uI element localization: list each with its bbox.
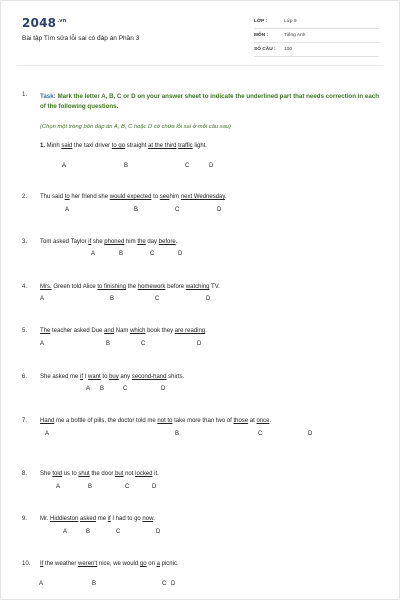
underlined-part: those	[233, 418, 249, 424]
sentence-text: Tom asked Taylor	[40, 239, 89, 245]
sentence-text: before	[165, 284, 186, 290]
sentence-text: I had to go	[110, 516, 143, 522]
sentence-text: Green told Alice	[51, 284, 98, 290]
sentence-text: She asked me	[40, 374, 81, 380]
meta-key: LỚP :	[254, 19, 268, 24]
option-d: D	[161, 386, 166, 392]
option-a: A	[65, 207, 70, 213]
meta-value: Lớp 9	[284, 19, 297, 24]
task-number: 1.	[22, 92, 28, 98]
underlined-part: Hiddleston	[50, 516, 79, 522]
meta-key: MÔN :	[254, 33, 269, 38]
sentence-text: she	[91, 239, 105, 245]
option-c: C	[162, 581, 167, 587]
question-number: 6.	[22, 374, 28, 380]
question-sentence	[40, 561, 179, 567]
sentence-text: teacher asked Due	[50, 328, 105, 334]
sentence-text: I	[83, 374, 89, 380]
option-c: C	[123, 386, 128, 392]
option-d: D	[206, 296, 211, 302]
sentence-text: to	[151, 194, 160, 200]
sentence-text: at	[248, 418, 257, 424]
question-number: 7.	[22, 418, 28, 424]
sentence-text: Nam	[114, 328, 131, 334]
underlined-part: weren't	[78, 561, 98, 567]
sentence-text: on	[146, 561, 157, 567]
sentence-text: .	[175, 239, 178, 245]
sentence-text: take more than two of	[172, 418, 234, 424]
sentence-text: nice, we would	[97, 561, 140, 567]
underlined-part: shut	[78, 471, 90, 477]
option-a: A	[86, 386, 91, 392]
sentence-text: picnic.	[159, 561, 179, 567]
task-instruction	[40, 92, 382, 112]
sentence-text: book they	[145, 328, 175, 334]
underlined-part: once	[256, 418, 270, 424]
option-a: A	[40, 341, 45, 347]
underlined-part: are reading	[174, 328, 206, 334]
question-sentence	[40, 328, 207, 334]
option-b: B	[88, 484, 93, 490]
question-number: 9.	[22, 516, 28, 522]
sentence-text: the door	[89, 471, 116, 477]
underlined-part: at the third	[148, 143, 177, 149]
header-divider	[17, 65, 383, 66]
option-a: A	[40, 296, 45, 302]
underlined-part: before	[158, 239, 176, 245]
question-sentence	[40, 418, 271, 424]
sentence-text: Minh	[46, 143, 62, 149]
option-a: A	[62, 163, 67, 169]
question-sentence	[40, 284, 220, 290]
underlined-part: second-hand	[131, 374, 167, 380]
option-c: C	[185, 163, 190, 169]
sentence-text: the weather	[43, 561, 79, 567]
sentence-text: day	[145, 239, 159, 245]
sentence-text: light.	[192, 143, 208, 149]
underlined-part: see	[159, 194, 170, 200]
underlined-part: want	[88, 374, 101, 380]
option-a: A	[56, 484, 61, 490]
site-logo[interactable]	[22, 16, 67, 30]
underlined-part: would expected	[109, 194, 152, 200]
underlined-part: Hand	[40, 418, 55, 424]
sentence-text: .	[205, 328, 207, 334]
sentence-text: shirts.	[166, 374, 185, 380]
question-number: 5.	[22, 328, 28, 334]
sentence-text: the taxi driver	[72, 143, 112, 149]
option-c: C	[175, 207, 180, 213]
option-b: B	[92, 581, 97, 587]
question-number: 8.	[22, 471, 28, 477]
underlined-part: if	[107, 516, 111, 522]
option-c: C	[155, 296, 160, 302]
option-c: C	[141, 341, 146, 347]
underlined-part: go	[139, 561, 147, 567]
underlined-part: to	[64, 194, 70, 200]
underlined-part: said	[61, 143, 73, 149]
meta-class	[254, 15, 379, 29]
underlined-part: watching	[185, 284, 210, 290]
option-d: D	[308, 431, 313, 437]
option-b: B	[119, 251, 124, 257]
sentence-text: me a bottle of pills, the doctor told me	[54, 418, 158, 424]
option-d: D	[209, 163, 214, 169]
underlined-part: homework	[137, 284, 166, 290]
option-a: A	[91, 251, 96, 257]
sentence-text: her friend she	[69, 194, 110, 200]
underlined-part: locked	[135, 471, 153, 477]
task-label: Task:	[40, 93, 56, 100]
option-c: C	[125, 484, 130, 490]
option-b: B	[86, 529, 91, 535]
sentence-text: .	[224, 194, 227, 200]
meta-subject	[254, 29, 379, 43]
sentence-text: not	[123, 471, 136, 477]
underlined-part: not to	[157, 418, 173, 424]
question-sentence	[40, 194, 227, 200]
option-b: B	[106, 341, 111, 347]
underlined-part: traffic	[178, 143, 193, 149]
option-a: A	[45, 431, 50, 437]
underlined-part: to go	[111, 143, 126, 149]
underlined-part: to finishing	[97, 284, 127, 290]
option-b: B	[175, 431, 180, 437]
underlined-part: asked	[80, 516, 97, 522]
underlined-part: told	[52, 471, 63, 477]
option-a: A	[39, 581, 44, 587]
underlined-part: Mrs.	[40, 284, 52, 290]
question-sentence	[40, 143, 207, 149]
option-d: D	[171, 581, 176, 587]
option-d: D	[152, 484, 157, 490]
sentence-text: it.	[152, 471, 159, 477]
question-number: 4.	[22, 284, 28, 290]
option-d: D	[197, 341, 202, 347]
underlined-part: and	[104, 328, 115, 334]
question-number: 2.	[22, 194, 28, 200]
underlined-part: next Wednesday	[180, 194, 225, 200]
underlined-part: buy	[109, 374, 119, 380]
meta-value: 100	[284, 47, 293, 52]
option-b: B	[124, 163, 129, 169]
question-sentence	[40, 516, 155, 522]
sentence-text: straight	[125, 143, 149, 149]
underlined-part: if	[80, 374, 84, 380]
underlined-part: The	[40, 328, 51, 334]
logo-text: 2048	[22, 16, 57, 30]
sentence-text: the	[126, 284, 138, 290]
sentence-text: She	[40, 471, 53, 477]
sentence-text: him	[169, 194, 181, 200]
task-text: Mark the letter A, B, C or D on your answer sheet to indicate the underlined part that needs correction in each of the following questions.	[40, 93, 380, 110]
option-d: D	[217, 207, 222, 213]
option-d: D	[178, 251, 183, 257]
sentence-text: to	[100, 374, 110, 380]
question-sentence	[40, 374, 184, 380]
meta-key: SỐ CÂU :	[254, 47, 276, 52]
underlined-part: a	[156, 561, 160, 567]
sentence-text: TV.	[209, 284, 220, 290]
option-b: B	[110, 296, 115, 302]
option-a: A	[63, 529, 68, 535]
option-c: C	[258, 431, 263, 437]
option-c: C	[150, 251, 155, 257]
sentence-text: Mr.	[40, 516, 50, 522]
option-c: C	[116, 529, 121, 535]
underlined-part: if	[88, 239, 92, 245]
task-note: (Chọn một trong bốn đáp án A, B, C hoặc D có chứa lỗi sai ở mỗi câu sau)	[40, 124, 231, 130]
document-title: Bài tập Tìm sửa lỗi sai có đáp án Phần 3	[22, 35, 140, 42]
underlined-part: If	[40, 561, 44, 567]
option-b: B	[134, 207, 139, 213]
underlined-part: the	[137, 239, 146, 245]
sentence-text: him	[124, 239, 138, 245]
meta-value: Tiếng Anh	[284, 33, 306, 38]
sentence-text: .	[153, 516, 155, 522]
meta-count	[254, 43, 379, 57]
option-d: D	[156, 529, 161, 535]
question-sentence	[40, 471, 159, 477]
option-b: B	[100, 386, 105, 392]
underlined-part: phoned	[104, 239, 125, 245]
sentence-text: me	[96, 516, 108, 522]
underlined-part: which	[130, 328, 146, 334]
logo-suffix: .vn	[57, 18, 67, 24]
question-number: 3.	[22, 239, 28, 245]
sentence-text: .	[269, 418, 272, 424]
underlined-part: but	[115, 471, 124, 477]
sentence-text: any	[118, 374, 132, 380]
sentence-text: us to	[62, 471, 79, 477]
underlined-part: now	[142, 516, 154, 522]
sentence-text: Thu said	[40, 194, 65, 200]
question-sentence	[40, 239, 177, 245]
question-number: 10.	[22, 561, 31, 567]
question-number: 1.	[40, 143, 47, 149]
